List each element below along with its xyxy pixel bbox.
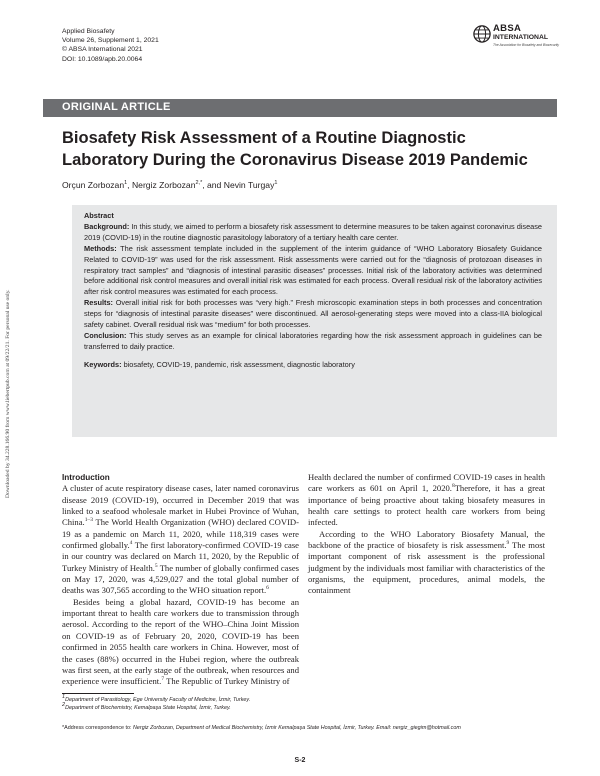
author-name: Orçun Zorbozan bbox=[62, 180, 125, 190]
citation: 6 bbox=[266, 585, 269, 592]
citation: 7 bbox=[161, 676, 165, 683]
citation: 8 bbox=[451, 483, 455, 490]
abstract bbox=[84, 211, 542, 371]
abstract-results: Results: Overall initial risk for both processes was “very high.” Fresh microscopic examination steps in both processes and concentration steps for “diagnosis of intestinal parasite diseases” were discontinued. All aerosol-generating steps were moved into a class-IIA biological safety cabinet. Overall residual risk was “medium” for both processes. bbox=[84, 298, 542, 330]
logo-name: ABSA bbox=[493, 23, 522, 34]
article-title: Biosafety Risk Assessment of a Routine Diagnostic Laboratory During the Coronavirus Disease 2019 Pandemic bbox=[62, 129, 528, 169]
journal-volume: Volume 26, Supplement 1, 2021 bbox=[62, 37, 159, 45]
body-column-left bbox=[62, 472, 299, 688]
body-paragraph: According to the WHO Laboratory Biosafety Manual, the backbone of the practice of biosafety is risk assessment.$^9$ The most important component of risk assessment is the professional judgment by the individuals most familiar with characteristics of the organisms, the equipment, procedures, animal models, the containment bbox=[308, 528, 545, 596]
citation: 1–3 bbox=[84, 517, 93, 524]
logo-tagline: The Association for Biosafety and Biosecurity bbox=[493, 43, 560, 47]
author-affiliation-marker: 1 bbox=[274, 180, 278, 187]
affiliations bbox=[62, 694, 251, 712]
author-name: Nevin Turgay bbox=[223, 180, 275, 190]
body-paragraph: Health declared the number of confirmed COVID-19 cases in health care workers as 601 on April 1, 2020.$^8$Therefore, it has a great importance of being proactive about taking biosafety measures in health care settings to protect health care workers from being infected. bbox=[308, 472, 545, 528]
correspondence-note: *Address correspondence to: Nergiz Zorbozan, Department of Medical Biochemistry, İzmir Kemalpaşa State Hospital, İzmir, Turkey. Email: nergiz_giegim@hotmail.com bbox=[62, 725, 461, 731]
citation: 4 bbox=[129, 540, 133, 547]
affiliation: $^2$Department of Biochemistry, Kemalpaşa State Hospital, İzmir, Turkey. bbox=[62, 701, 231, 711]
journal-name: Applied Biosafety bbox=[62, 28, 115, 35]
abstract-conclusion: Conclusion: This study serves as an example for clinical laboratories regarding how the risk assessment approach in guidelines can be transferred to daily practice. bbox=[84, 330, 542, 351]
body-paragraph: A cluster of acute respiratory disease cases, later named coronavirus disease 2019 (COVID-19), occurred in December 2019 that was linked to a seafood wholesale market in Hubei Province of Wuhan, China.$^{1-3}$ The World Health Organization (WHO) declared COVID-19 as a pandemic on March 11, 2020, while 118,319 cases were confirmed globally.$^4$ The first laboratory-confirmed COVID-19 case in our country was declared on March 11, 2020, by the Republic of Turkey Ministry of Health.$^5$ The number of globally confirmed cases on May 17, 2020, was 4,529,027 and the total global number of deaths was 307,565 according to the WHO situation report.$^6$ bbox=[62, 483, 300, 596]
body-paragraph: Besides being a global hazard, COVID-19 has become an important threat to health care workers due to transmission through aerosol. According to the report of the WHO–China Joint Mission on COVID-19 as of February 20, 2020, COVID-19 has been confirmed in 2055 health care workers in China. However, most of the cases (88%) occurred in the Hubei region, where the outbreak was first seen, at the early stage of the outbreak, when resources and experience were insufficient.$^7$ The Republic of Turkey Ministry of bbox=[62, 596, 299, 687]
affiliation: $^1$Department of Parasitology, Ege University Faculty of Medicine, İzmir, Turkey. bbox=[62, 694, 251, 703]
logo-subtitle: INTERNATIONAL bbox=[493, 34, 548, 41]
author-list: Orçun Zorbozan$^1$, Nergiz Zorbozan$^{2,*}$, and Nevin Turgay$^1$ bbox=[62, 180, 278, 190]
author-affiliation-marker: 1 bbox=[124, 180, 128, 187]
section-label: ORIGINAL ARTICLE bbox=[62, 101, 171, 113]
citation: 9 bbox=[506, 540, 510, 547]
body-column-right bbox=[308, 472, 545, 597]
page-number: S-2 bbox=[294, 757, 306, 764]
abstract-heading: Abstract bbox=[84, 211, 114, 220]
abstract-background: Background: In this study, we aimed to perform a biosafety risk assessment to determine measures to be taken against coronavirus disease 2019 (COVID-19) in the routine diagnostic parasitology laboratory of a tertiary health care center. bbox=[84, 221, 543, 242]
abstract-methods: Methods: The risk assessment template included in the supplement of the interim guidance of “WHO Laboratory Biosafety Guidance Related to COVID-19” was used for the risk assessment. Risk assessments were carried out for the “diagnosis of protozoan diseases in respiratory tract samples” and “diagnosis of intestinal parasitic diseases” processes. Initial risk of the laboratory activities was determined before additional risk control measures and overall initial risk was estimated for each process. Overall residual risk of the laboratory activities after risk control measures was estimated for each process. bbox=[84, 243, 542, 297]
download-side-note: Downloaded by 34.228.166.90 from www.liebertpub.com at 09/22/21. For personal use only. bbox=[5, 289, 11, 498]
introduction-heading: Introduction bbox=[62, 473, 110, 482]
citation: 5 bbox=[154, 562, 158, 569]
abstract-keywords: Keywords: biosafety, COVID-19, pandemic, risk assessment, diagnostic laboratory bbox=[84, 359, 355, 369]
footnote-divider bbox=[62, 693, 134, 694]
journal-doi: DOI: 10.1089/apb.20.0064 bbox=[62, 55, 143, 63]
journal-meta bbox=[62, 27, 159, 64]
absa-globe-icon bbox=[473, 25, 491, 43]
journal-copyright: © ABSA International 2021 bbox=[62, 46, 143, 54]
publisher-logo bbox=[473, 23, 560, 54]
author-affiliation-marker: 2,* bbox=[195, 180, 203, 187]
author-name: Nergiz Zorbozan bbox=[131, 180, 196, 190]
